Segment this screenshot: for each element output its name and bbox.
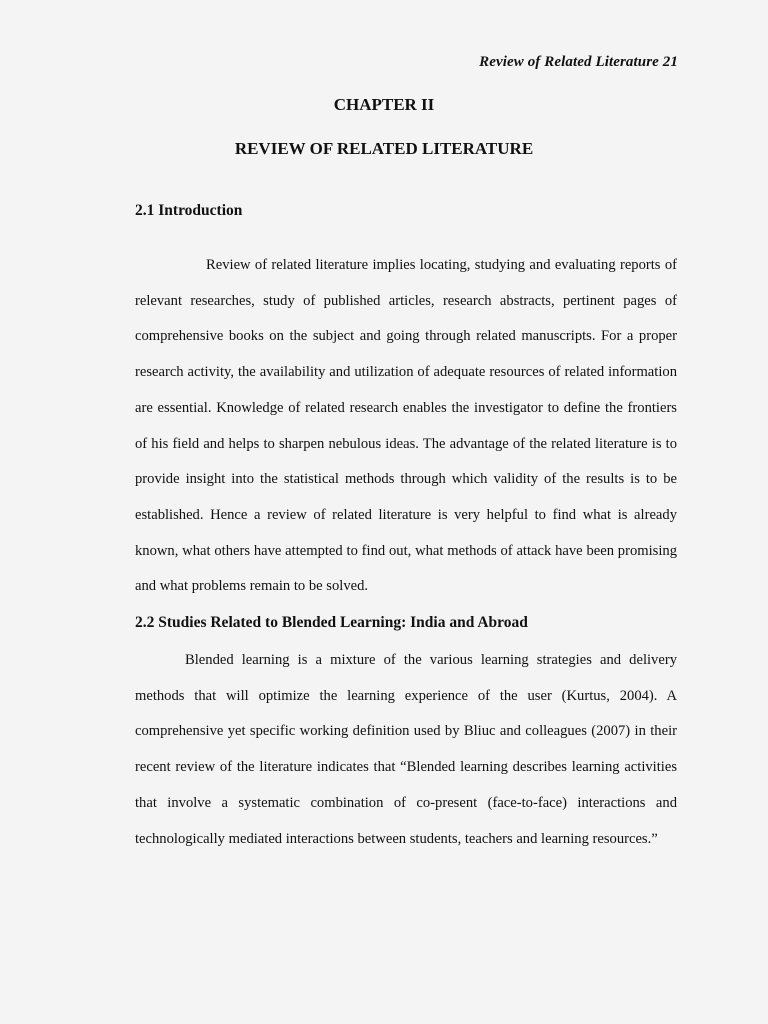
blended-learning-paragraph: Blended learning is a mixture of the various learning strategies and delivery methods that will optimize the learning experience of the user (Kurtus, 2004). A comprehensive yet specific working definition used by Bliuc and colleagues (2007) in their recent review of the literature indicates that “Blended learning describes learning activities that involve a systematic combination of co-present (face-to-face) interactions and technologically mediated interactions between students, teachers and learning resources.”	[135, 652, 677, 847]
section-heading-blended-learning: 2.2 Studies Related to Blended Learning: India and Abroad	[135, 614, 528, 631]
chapter-title: REVIEW OF RELATED LITERATURE	[234, 139, 534, 158]
section-heading-introduction: 2.1 Introduction	[135, 202, 243, 219]
running-header: Review of Related Literature 21	[479, 54, 678, 70]
introduction-paragraph: Review of related literature implies locating, studying and evaluating reports of relevant researches, study of published articles, research abstracts, pertinent pages of comprehensive books on the subject and going through related manuscripts. For a proper research activity, the availability and utilization of adequate resources of related information are essential. Knowledge of related research enables the investigator to define the frontiers of his field and helps to sharpen nebulous ideas. The advantage of the related literature is to provide insight into the statistical methods through which validity of the results is to be established. Hence a review of related literature is very helpful to find what is already known, what others have attempted to find out, what methods of attack have been promising and what problems remain to be solved.	[135, 257, 677, 595]
chapter-number: CHAPTER II	[333, 95, 435, 114]
